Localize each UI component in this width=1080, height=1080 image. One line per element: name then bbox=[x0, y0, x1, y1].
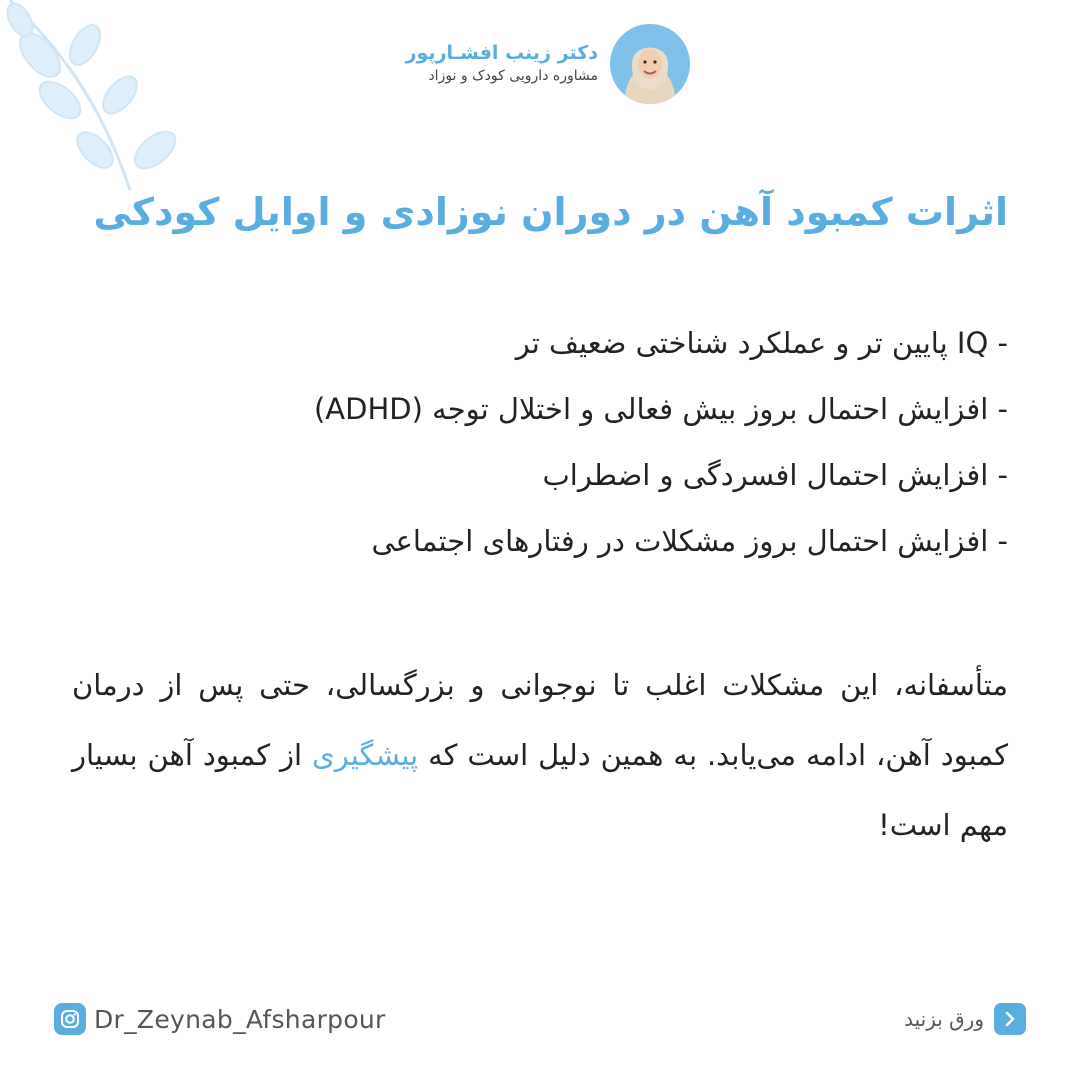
doctor-specialty: مشاوره دارویی کودک و نوزاد bbox=[428, 67, 598, 84]
handle-text: Dr_Zeynab_Afsharpour bbox=[94, 1004, 386, 1034]
list-item: - افزایش احتمال بروز بیش فعالی و اختلال توجه (ADHD) bbox=[313, 392, 1008, 426]
leaf-branch-decoration bbox=[0, 0, 200, 210]
next-slide-button[interactable] bbox=[904, 1003, 1026, 1035]
header-text bbox=[406, 41, 598, 87]
chevron-right-icon bbox=[994, 1003, 1026, 1035]
effects-list bbox=[60, 310, 1008, 574]
instagram-icon bbox=[54, 1003, 86, 1035]
next-label: ورق بزنید bbox=[904, 1007, 984, 1031]
paragraph-text: متأسفانه، این مشکلات اغلب تا نوجوانی و بزرگسالی، حتی پس از درمان کمبود آهن، ادامه می‌یابد. به همین دلیل است که bbox=[72, 668, 1008, 772]
summary-paragraph bbox=[72, 650, 1008, 860]
paragraph-text-end: از کمبود آهن بسیار مهم است! bbox=[72, 738, 1008, 842]
list-item: - افزایش احتمال افسردگی و اضطراب bbox=[542, 458, 1008, 492]
highlight-prevention: پیشگیری bbox=[312, 738, 419, 772]
doctor-portrait-icon bbox=[610, 24, 690, 104]
page-title: اثرات کمبود آهن در دوران نوزادی و اوایل کودکی bbox=[93, 190, 1008, 234]
profile-header bbox=[406, 24, 690, 104]
list-item: - IQ پایین تر و عملکرد شناختی ضعیف تر bbox=[515, 326, 1008, 360]
doctor-name: دکتر زینب افشـارپور bbox=[405, 42, 598, 65]
list-item: - افزایش احتمال بروز مشکلات در رفتارهای اجتماعی bbox=[371, 524, 1008, 558]
doctor-avatar bbox=[610, 24, 690, 104]
instagram-handle[interactable] bbox=[54, 1003, 386, 1035]
